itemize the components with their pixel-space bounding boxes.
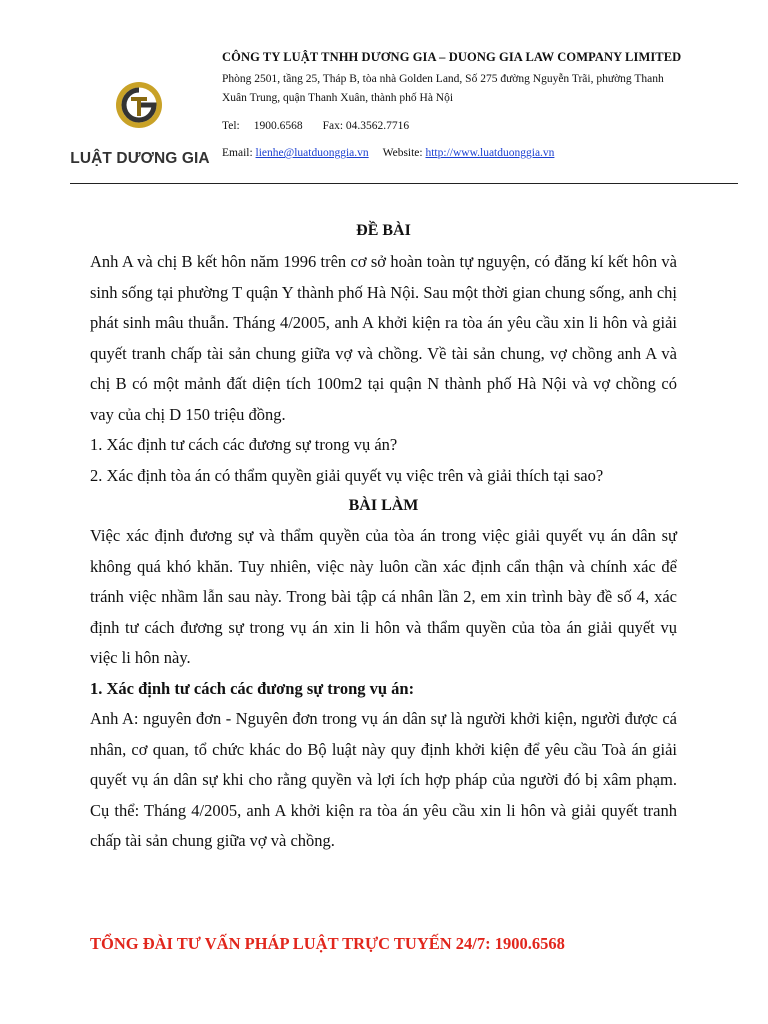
section-1-heading: 1. Xác định tư cách các đương sự trong vụ án: [90,678,415,698]
tel-value: 1900.6568 [253,120,303,132]
problem-text: Anh A và chị B kết hôn năm 1996 trên cơ sở hoàn toàn tự nguyện, có đăng kí kết hôn và sinh sống tại phường T quận Y thành phố Hà Nội. Sau một thời gian chung sống, anh chị phát sinh mâu thuẫn. Tháng 4/2005, anh A khởi kiện ra tòa án yêu cầu xin li hôn và giải quyết tranh chấp tài sản chung giữa vợ và chồng. Về tài sản chung, vợ chồng anh A và chị B có một mảnh đất diện tích 100m2 tại quận N thành phố Hà Nội và vợ chồng có vay của chị D 150 triệu đồng. [90,252,677,424]
company-logo [70,80,210,172]
header-divider [70,183,738,184]
problem-title: ĐỀ BÀI [356,222,411,239]
question-2: 2. Xác định tòa án có thẩm quyền giải quyết vụ việc trên và giải thích tại sao? [90,465,604,485]
email-link[interactable]: lienhe@luatduonggia.vn [255,147,369,159]
email-website-row [222,147,742,159]
letterhead [222,50,742,159]
section-1-text: Anh A: nguyên đơn - Nguyên đơn trong vụ án dân sự là người khởi kiện, người được cá nhân, cơ quan, tổ chức khác do Bộ luật này quy định khởi kiện để yêu cầu Toà án giải quyết vụ án dân sự khi cho rằng quyền và lợi ích hợp pháp của người đó bị xâm phạm. Cụ thể: Tháng 4/2005, anh A khởi kiện ra tòa án yêu cầu xin li hôn và giải quyết tranh chấp tài sản chung giữa vợ và chồng. [90,709,677,850]
phone-fax-row [222,120,742,132]
logo-mark-icon [114,80,164,130]
company-name: CÔNG TY LUẬT TNHH DƯƠNG GIA – DUONG GIA LAW COMPANY LIMITED [222,50,682,64]
logo-name: LUẬT DƯƠNG GIA [70,150,210,167]
answer-title: BÀI LÀM [348,497,419,514]
question-1: 1. Xác định tư cách các đương sự trong vụ án? [90,435,398,454]
fax-label: Fax: [322,120,344,132]
website-link[interactable]: http://www.luatduonggia.vn [425,147,555,159]
fax-value: 04.3562.7716 [345,120,410,132]
company-address [222,70,742,108]
intro-text: Việc xác định đương sự và thẩm quyền của tòa án trong việc giải quyết vụ án dân sự không quá khó khăn. Tuy nhiên, việc này luôn cần xác định cẩn thận và chính xác để tránh việc nhầm lẫn sau này. Trong bài tập cá nhân lần 2, em xin trình bày đề số 4, xác định tư cách đương sự trong vụ án xin li hôn và thẩm quyền của tòa án giải quyết vụ việc li hôn này. [90,526,677,667]
website-label: Website: [382,147,423,159]
address-line-1: Phòng 2501, tầng 25, Tháp B, tòa nhà Golden Land, Số 275 đường Nguyễn Trãi, phường Thanh [222,73,664,85]
email-label: Email: [222,147,253,159]
document-body [90,222,677,857]
address-line-2: Xuân Trung, quận Thanh Xuân, thành phố Hà Nội [222,92,454,104]
tel-label: Tel: [222,120,240,132]
hotline-banner: TỔNG ĐÀI TƯ VẤN PHÁP LUẬT TRỰC TUYẾN 24/7: 1900.6568 [90,934,565,953]
